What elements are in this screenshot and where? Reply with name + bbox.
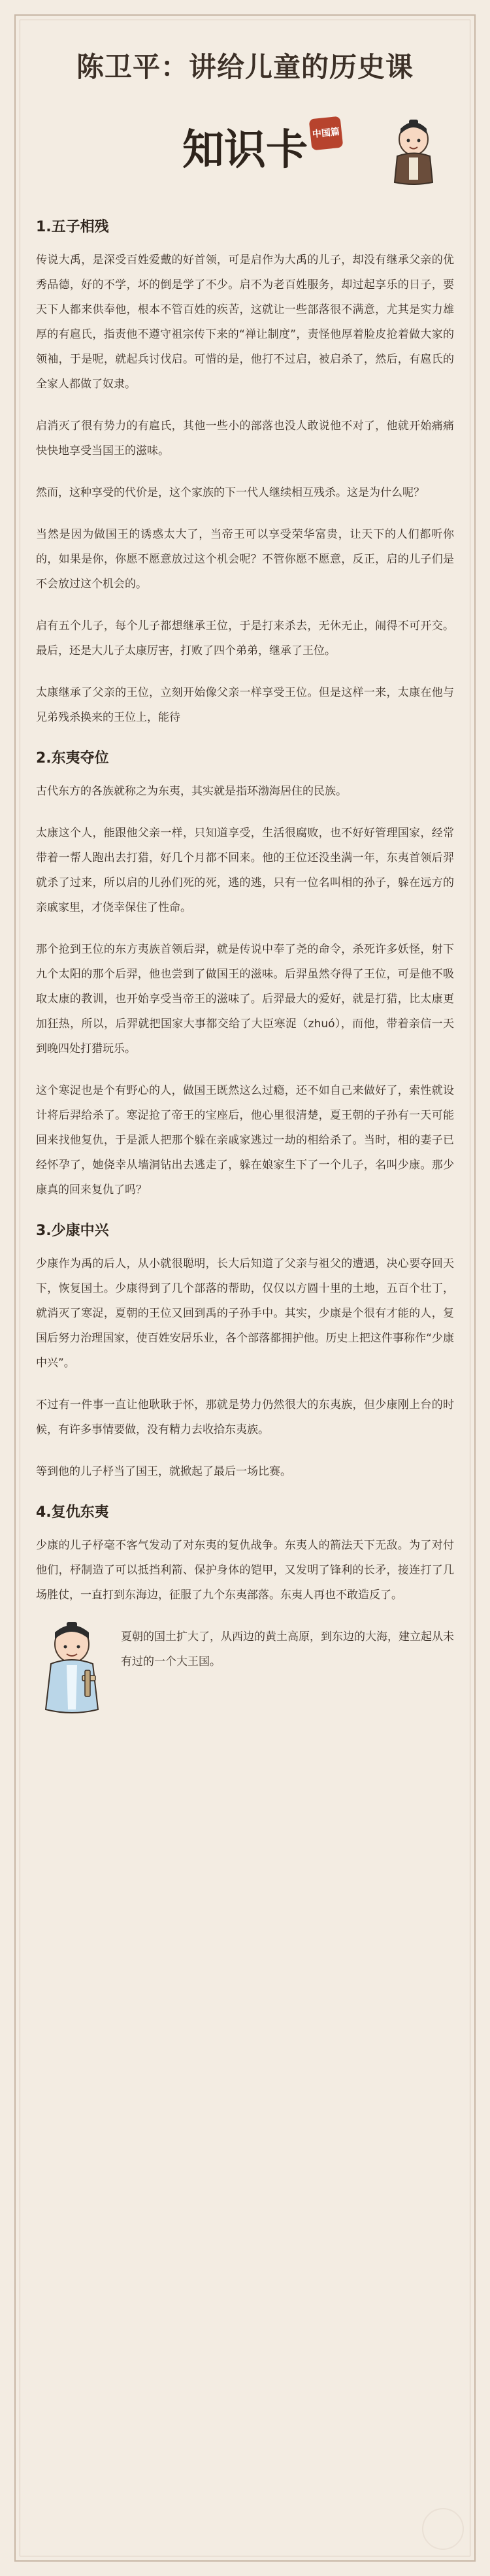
scholar-character-icon <box>33 1618 111 1716</box>
section-1 <box>36 216 454 730</box>
paragraph: 等到他的儿子杼当了国王，就掀起了最后一场比赛。 <box>36 1465 291 1478</box>
closing-area <box>36 1625 454 1674</box>
paragraph: 太康这个人，能跟他父亲一样，只知道享受，生活很腐败，也不好好管理国家，经常带着一帮人跑出去打猎，好几个月都不回来。他的王位还没坐满一年，东夷首领后羿就杀了过来，所以启的儿孙们死的死，逃的逃，只有一位名叫相的孙子，躲在远方的亲戚家里，才侥幸保住了性命。 <box>36 827 454 914</box>
page-title: 陈卫平：讲给儿童的历史课 <box>76 51 414 83</box>
paragraph: 古代东方的各族就称之为东夷，其实就是指环渤海居住的民族。 <box>36 785 347 798</box>
paragraph: 那个抢到王位的东方夷族首领后羿，就是传说中奉了尧的命令，杀死许多妖怪，射下九个太阳的那个后羿，他也尝到了做国王的滋味。后羿虽然夺得了王位，可是他不吸取太康的教训，也开始享受当帝王的滋味了。后羿最大的爱好，就是打猎，比太康更加狂热，所以，后羿就把国家大事都交给了大臣寒浞（zhuó），而他，带着亲信一天到晚四处打猎玩乐。 <box>36 943 454 1055</box>
paragraph: 太康继承了父亲的王位，立刻开始像父亲一样享受王位。但是这样一来，太康在他与兄弟残杀换来的王位上，能待 <box>36 686 454 724</box>
paragraph: 启有五个儿子，每个儿子都想继承王位，于是打来杀去，无休无止，闹得不可开交。最后，还是大儿子太康厉害，打败了四个弟弟，继承了王位。 <box>36 619 454 657</box>
paragraph: 然而，这种享受的代价是，这个家族的下一代人继续相互残杀。这是为什么呢？ <box>36 486 425 499</box>
knowledge-card-badge <box>156 111 340 182</box>
paragraph: 当然是因为做国王的诱惑太大了，当帝王可以享受荣华富贵，让天下的人们都听你的，如果是你，你愿不愿意放过这个机会呢？不管你愿不愿意，反正，启的儿子们是不会放过这个机会的。 <box>36 528 454 591</box>
content <box>36 216 454 1691</box>
paragraph: 启消灭了很有势力的有扈氏，其他一些小的部落也没人敢说他不对了，他就开始痛痛快快地享受当国王的滋味。 <box>36 420 454 457</box>
section-3 <box>36 1219 454 1484</box>
corner-ornament <box>422 2508 464 2550</box>
section-title: 2.东夷夺位 <box>36 750 109 767</box>
badge-text: 知识卡 <box>182 125 308 174</box>
section-title: 1.五子相残 <box>36 219 109 235</box>
section-title: 4.复仇东夷 <box>36 1504 109 1521</box>
paragraph: 少康的儿子杼毫不客气发动了对东夷的复仇战争。东夷人的箭法天下无敌。为了对付他们，杼制造了可以抵挡利箭、保护身体的铠甲，又发明了锋利的长矛，接连打了几场胜仗，一直打到东海边，征服了九个东夷部落。东夷人再也不敢造反了。 <box>36 1539 454 1602</box>
section-4 <box>36 1501 454 1608</box>
paragraph: 少康作为禹的后人，从小就很聪明，长大后知道了父亲与祖父的遭遇，决心要夺回天下，恢复国土。少康得到了几个部落的帮助，仅仅以方圆十里的土地，五百个壮丁，就消灭了寒浞，夏朝的王位又回到禹的子孙手中。其实，少康是个很有才能的人，复国后努力治理国家，使百姓安居乐业，各个部落都拥护他。历史上把这件事称作“少康中兴”。 <box>36 1257 454 1370</box>
paragraph: 不过有一件事一直让他耿耿于怀，那就是势力仍然很大的东夷族，但少康刚上台的时候，有许多事情要做，没有精力去收拾东夷族。 <box>36 1398 454 1436</box>
header <box>0 0 490 196</box>
china-seal <box>309 116 344 151</box>
closing-paragraph: 夏朝的国土扩大了，从西边的黄土高原，到东边的大海，建立起从未有过的一个大王国。 <box>121 1630 454 1668</box>
paragraph: 这个寒浞也是个有野心的人，做国王既然这么过瘾，还不如自己来做好了，索性就设计将后羿给杀了。寒浞抢了帝王的宝座后，他心里很清楚，夏王朝的子孙有一天可能回来找他复仇，于是派人把那个躲在亲戚家逃过一劫的相给杀了。当时，相的妻子已经怀孕了，她侥幸从墙洞钻出去逃走了，躲在娘家生下了一个儿子，名叫少康。那少康真的回来复仇了吗？ <box>36 1084 454 1197</box>
scholar-character-icon <box>384 114 443 186</box>
seal-text: 中国篇 <box>312 126 340 140</box>
section-title: 3.少康中兴 <box>36 1223 109 1239</box>
paragraph: 传说大禹，是深受百姓爱戴的好首领，可是启作为大禹的儿子，却没有继承父亲的优秀品德，好的不学，坏的倒是学了不少。启不为老百姓服务，却过起享乐的日子，要天下人都来供奉他，根本不管百姓的疾苦，这就让一些部落很不满意，尤其是实力雄厚的有扈氏，指责他不遵守祖宗传下来的“禅让制度”，责怪他厚着脸皮抢着做大家的领袖，于是呢，就起兵讨伐启。可惜的是，他打不过启，被启杀了，然后，有扈氏的全家人都做了奴隶。 <box>36 254 454 391</box>
section-2 <box>36 747 454 1202</box>
